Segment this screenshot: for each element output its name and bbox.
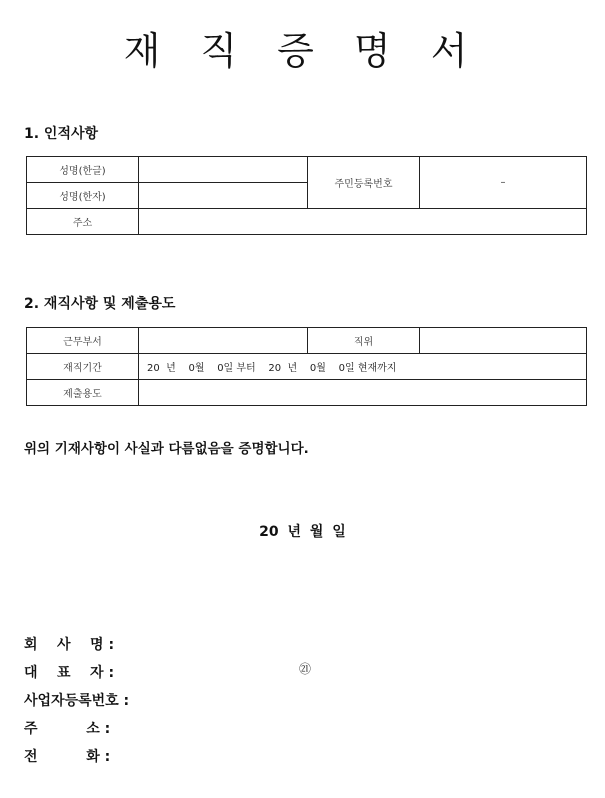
ceo-row	[24, 662, 134, 682]
position-label: 직위	[308, 328, 420, 354]
employment-table	[26, 327, 587, 406]
department-field[interactable]	[139, 328, 308, 354]
company-name-row	[24, 634, 134, 654]
issue-date: 20 년 월 일	[259, 524, 346, 540]
company-name-label: 회 사 명 :	[24, 637, 115, 653]
name-hanja-field[interactable]	[139, 183, 308, 209]
period-label: 재직기간	[27, 354, 139, 380]
purpose-label: 제출용도	[27, 380, 139, 406]
name-korean-label: 성명(한글)	[27, 157, 139, 183]
address-label: 주소	[27, 209, 139, 235]
resident-number-field[interactable]: –	[420, 157, 587, 209]
position-field[interactable]	[420, 328, 587, 354]
seal-mark: ㉑	[299, 662, 312, 676]
phone-row	[24, 746, 134, 766]
ceo-label: 대 표 자 :	[24, 665, 115, 681]
company-address-row	[24, 718, 134, 738]
purpose-field[interactable]	[139, 380, 587, 406]
company-address-label: 주 소 :	[24, 721, 111, 737]
resident-number-label: 주민등록번호	[308, 157, 420, 209]
period-value: 20 년 0월 0일 부터 20 년 0월 0일 현재까지	[147, 363, 397, 374]
section-heading-personal-info: 1. 인적사항	[24, 126, 99, 142]
business-number-row	[24, 690, 134, 710]
name-hanja-label: 성명(한자)	[27, 183, 139, 209]
certification-statement: 위의 기재사항이 사실과 다름없음을 증명합니다.	[24, 441, 309, 457]
section-heading-employment: 2. 재직사항 및 제출용도	[24, 296, 176, 312]
document-title: 재 직 증 명 서	[123, 29, 482, 73]
business-number-label: 사업자등록번호 :	[24, 693, 130, 709]
phone-label: 전 화 :	[24, 749, 111, 765]
address-field[interactable]	[139, 209, 587, 235]
personal-info-table	[26, 156, 587, 235]
name-korean-field[interactable]	[139, 157, 308, 183]
period-field[interactable]	[139, 354, 587, 380]
department-label: 근무부서	[27, 328, 139, 354]
